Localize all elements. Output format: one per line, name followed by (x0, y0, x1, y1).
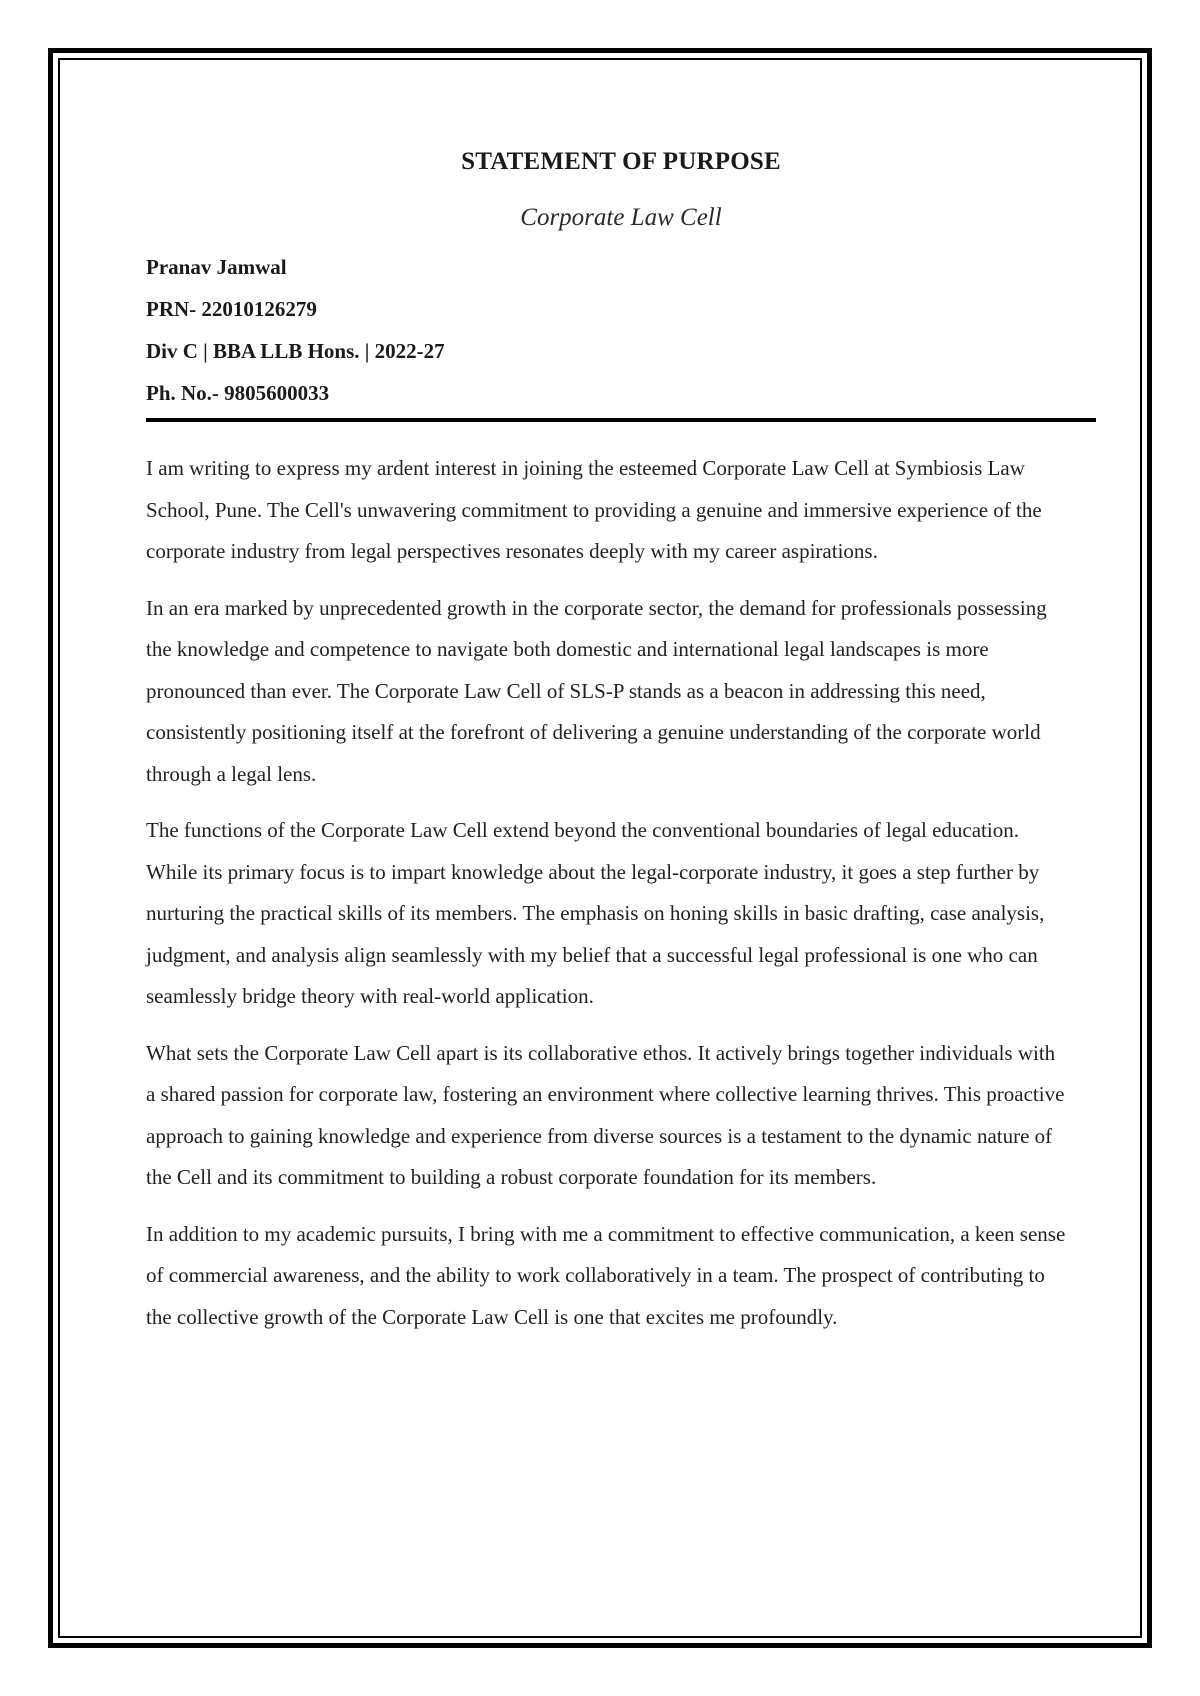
applicant-division: Div C | BBA LLB Hons. | 2022-27 (146, 339, 445, 363)
applicant-info (146, 246, 1096, 414)
paragraph-5: In addition to my academic pursuits, I bring with me a commitment to effective communication, a keen sense of commercial awareness, and the ability to work collaboratively in a team. The prospect of contributing to the collective growth of the Corporate Law Cell is one that excites me profoundly. (146, 1221, 1066, 1329)
paragraph-2: In an era marked by unprecedented growth in the corporate sector, the demand for professionals possessing the knowledge and competence to navigate both domestic and international legal landscapes is more pronounced than ever. The Corporate Law Cell of SLS-P stands as a beacon in addressing this need, consistently positioning itself at the forefront of delivering a genuine understanding of the corporate world through a legal lens. (146, 595, 1047, 786)
applicant-name: Pranav Jamwal (146, 255, 287, 279)
statement-body (146, 448, 1066, 1338)
applicant-phone: Ph. No.- 9805600033 (146, 381, 330, 405)
paragraph-1: I am writing to express my ardent interest in joining the esteemed Corporate Law Cell at Symbiosis Law School, Pune. The Cell's unwavering commitment to providing a genuine and immersive experience of the corporate industry from legal perspectives resonates deeply with my career aspirations. (146, 456, 1042, 563)
document-title: STATEMENT OF PURPOSE (461, 148, 781, 175)
document-subtitle: Corporate Law Cell (520, 204, 722, 231)
applicant-prn: PRN- 22010126279 (146, 297, 317, 321)
document-content (146, 140, 1096, 1353)
header-divider (146, 418, 1096, 422)
paragraph-4: What sets the Corporate Law Cell apart is its collaborative ethos. It actively brings together individuals with a shared passion for corporate law, fostering an environment where collective learning thrives. This proactive approach to gaining knowledge and experience from diverse sources is a testament to the dynamic nature of the Cell and its commitment to building a robust corporate foundation for its members. (146, 1040, 1065, 1189)
paragraph-3: The functions of the Corporate Law Cell extend beyond the conventional boundaries of legal education. While its primary focus is to impart knowledge about the legal-corporate industry, it goes a step further by nurturing the practical skills of its members. The emphasis on honing skills in basic drafting, case analysis, judgment, and analysis align seamlessly with my belief that a successful legal professional is one who can seamlessly bridge theory with real-world application. (146, 818, 1045, 1008)
